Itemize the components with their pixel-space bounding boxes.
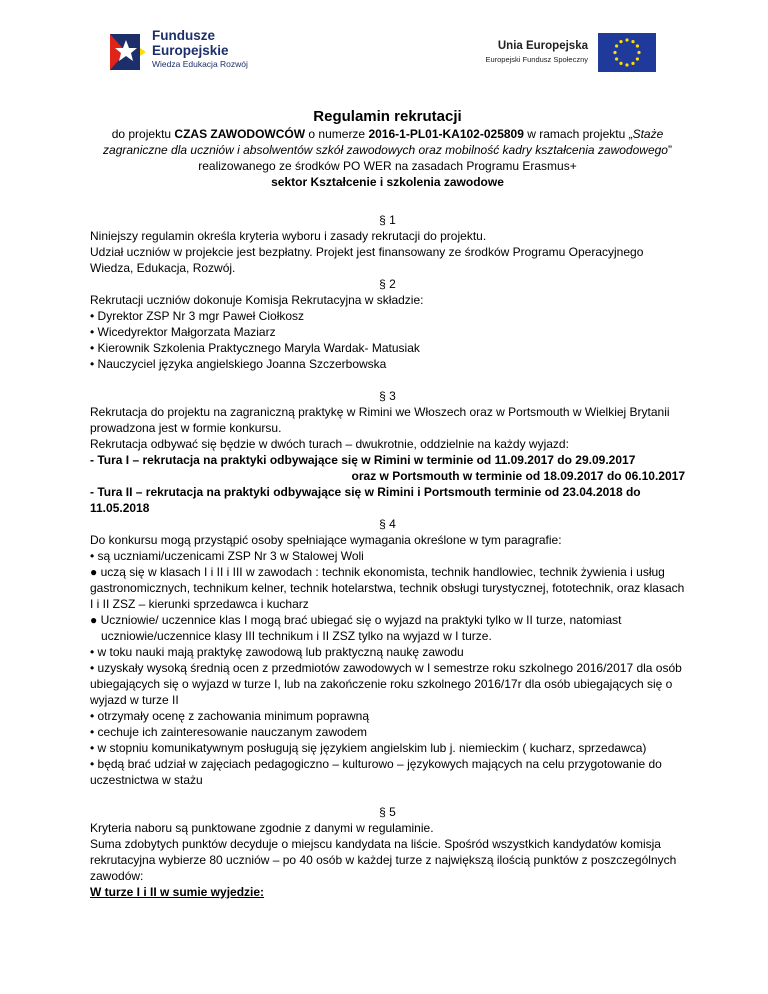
s3-line1: Rekrutacja do projektu na zagraniczną praktykę w Rimini we Włoszech oraz w Portsmouth w Wielkiej Brytanii prowadzona jest w formie konkursu. (90, 405, 670, 435)
intro-a: do projektu (111, 127, 175, 141)
fundusze-europejskie-logo (100, 28, 280, 80)
s2-item: • Kierownik Szkolenia Praktycznego Maryla Wardak- Matusiak (90, 341, 420, 355)
intro-g: ” realizowanego ze środków PO WER na zasadach Programu Erasmus+ (198, 143, 672, 173)
project-title: Staże zagraniczne dla uczniów i absolwentów szkół zawodowych oraz mobilność kadry kształcenia zawodowego (103, 127, 668, 157)
unia-europejska-logo (470, 30, 670, 78)
intro-e: w ramach projektu „ (523, 127, 633, 141)
s5-line3: W turze I i II w sumie wyjedzie: (90, 885, 265, 899)
project-number: 2016-1-PL01-KA102-025809 (368, 127, 524, 141)
s4-line3: ● uczą się w klasach I i II i III w zawodach : technik ekonomista, technik handlowiec, technik żywienia i usług gastronomicznych, technikum kelner, technik hotelarstwa, technik obsługi turystycznej, fototechnik, oraz klasach I i II ZSZ – kierunki sprzedawca i kucharz (90, 565, 685, 611)
s3-tura-2: - Tura II – rekrutacja na praktyki odbywające się w Rimini i Portsmouth terminie od 23.04.2018 do 11.05.2018 (90, 485, 641, 515)
s4-line8: • otrzymały ocenę z zachowania minimum poprawną (90, 709, 369, 723)
intro-paragraph (90, 126, 685, 174)
document-body (90, 96, 685, 900)
s5-line2: Suma zdobytych punktów decyduje o miejscu kandydata na liście. Spośród wszystkich kandydatów komisja rekrutacyjna wybierze 80 uczniów – po 40 osób w każdej turze z największą ilością punktów z poszczególnych zawodów: (90, 837, 677, 883)
sector-line: sektor Kształcenie i szkolenia zawodowe (271, 175, 504, 189)
project-name: CZAS ZAWODOWCÓW (174, 127, 306, 141)
s4-line7: • uzyskały wysoką średnią ocen z przedmiotów zawodowych w I semestrze roku szkolnego 2016/2017 dla osób ubiegających się o wyjazd w turze I, lub na zakończenie roku szkolnego 2016/17r dla osób ubiegających się o wyjazd w turze II (90, 661, 682, 707)
s4-line9: • cechuje ich zainteresowanie nauczanym zawodem (90, 725, 368, 739)
s3-line2: Rekrutacja odbywać się będzie w dwóch turach – dwukrotnie, oddzielnie na każdy wyjazd: (90, 437, 569, 451)
ue-name: Unia Europejska (497, 40, 588, 52)
fe-subtitle: Wiedza Edukacja Rozwój (152, 59, 248, 69)
s4-line10: • w stopniu komunikatywnym posługują się językiem angielskim lub j. niemieckim ( kucharz, sprzedawca) (90, 741, 647, 755)
section-3-heading: § 3 (379, 389, 396, 403)
s4-line2: • są uczniami/uczenicami ZSP Nr 3 w Stalowej Woli (90, 549, 364, 563)
s4-line5: uczniowie/uczennice klasy III technikum i II ZSZ tylko na wyjazd w I turze. (101, 629, 492, 643)
intro-c: o numerze (305, 127, 369, 141)
section-4-heading: § 4 (379, 517, 396, 531)
s2-item: • Dyrektor ZSP Nr 3 mgr Paweł Ciołkosz (90, 309, 305, 323)
s2-line1: Rekrutacji uczniów dokonuje Komisja Rekrutacyjna w składzie: (90, 293, 424, 307)
eu-flag-icon (598, 33, 656, 72)
section-1-heading: § 1 (379, 213, 396, 227)
s5-line1: Kryteria naboru są punktowane zgodnie z danymi w regulaminie. (90, 821, 434, 835)
ue-subtitle: Europejski Fundusz Społeczny (485, 55, 588, 64)
s4-line11: • będą brać udział w zajęciach pedagogiczno – kulturowo – językowych mających na celu przygotowanie do uczestnictwa w stażu (90, 757, 662, 787)
s1-line1: Niniejszy regulamin określa kryteria wyboru i zasady rekrutacji do projektu. (90, 229, 487, 243)
section-2-heading: § 2 (379, 277, 396, 291)
fe-star-icon (100, 28, 148, 76)
s4-line6: • w toku nauki mają praktykę zawodową lub praktyczną naukę zawodu (90, 645, 464, 659)
s4-line4: ● Uczniowie/ uczennice klas I mogą brać ubiegać się o wyjazd na praktyki tylko w II turze, natomiast (90, 613, 622, 627)
s2-item: • Nauczyciel języka angielskiego Joanna Szczerbowska (90, 357, 387, 371)
s3-tura-1-portsmouth: oraz w Portsmouth w terminie od 18.09.2017 do 06.10.2017 (351, 469, 685, 483)
fe-line2: Europejskie (152, 43, 229, 58)
section-5-heading: § 5 (379, 805, 396, 819)
s3-tura-1: - Tura I – rekrutacja na praktyki odbywające się w Rimini w terminie od 11.09.2017 do 29.09.2017 (90, 453, 636, 467)
document-title: Regulamin rekrutacji (313, 108, 462, 125)
s1-line2: Udział uczniów w projekcie jest bezpłatny. Projekt jest finansowany ze środków Programu Operacyjnego Wiedza, Edukacja, Rozwój. (90, 245, 644, 275)
s2-item: • Wicedyrektor Małgorzata Maziarz (90, 325, 276, 339)
s4-line1: Do konkursu mogą przystąpić osoby spełniające wymagania określone w tym paragrafie: (90, 533, 562, 547)
fe-line1: Fundusze (152, 28, 215, 43)
